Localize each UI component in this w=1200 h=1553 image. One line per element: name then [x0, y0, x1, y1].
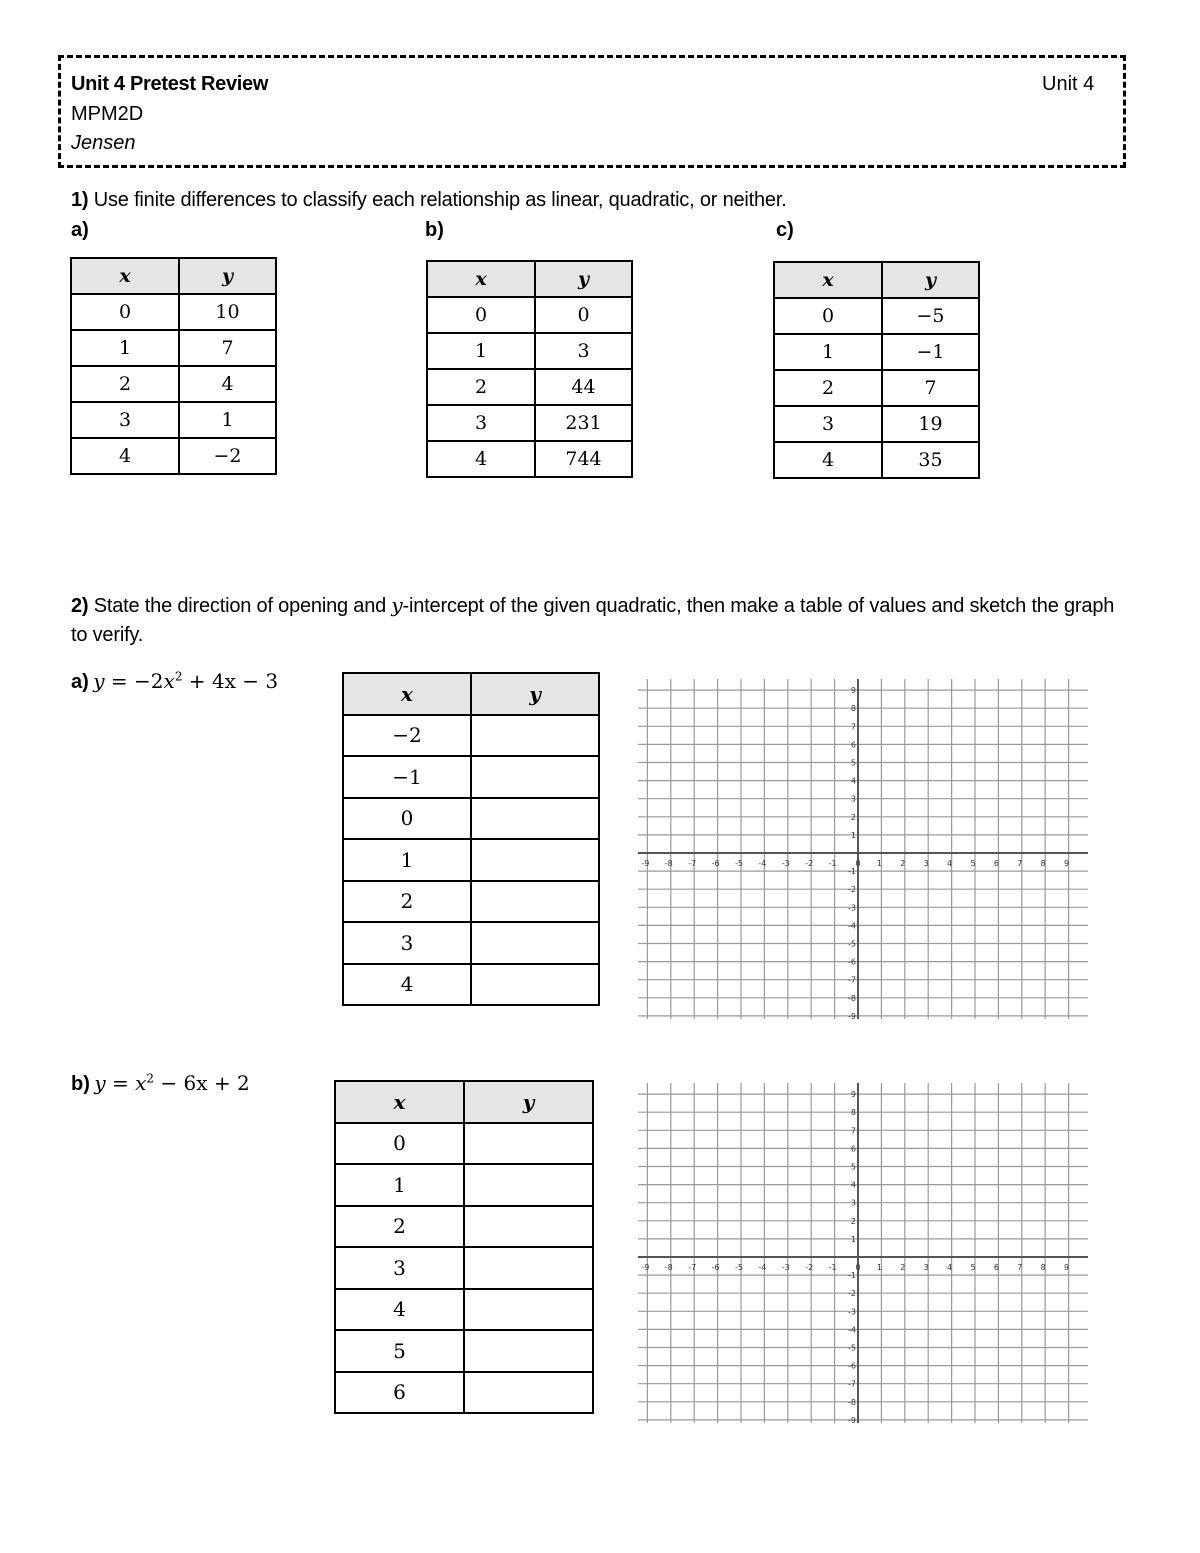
cell-y: 7	[179, 330, 276, 366]
eq-exponent: 2	[174, 669, 183, 684]
column-header-x: x	[427, 261, 535, 297]
y-tick-label: 3	[850, 794, 856, 804]
x-tick-label: 0	[855, 1263, 861, 1272]
x-tick-label: 8	[1040, 1263, 1046, 1272]
y-tick-label: 7	[850, 722, 856, 732]
table-row	[335, 1330, 593, 1372]
column-header-x: x	[335, 1081, 464, 1123]
table-row	[71, 294, 276, 330]
cell-y-blank[interactable]	[471, 756, 599, 798]
table-row	[335, 1372, 593, 1414]
y-tick-label: -1	[848, 1271, 856, 1281]
x-tick-label: 3	[923, 1263, 929, 1272]
y-tick-label: 6	[850, 1144, 856, 1154]
x-tick-label: 6	[993, 1263, 999, 1272]
table-header-row	[427, 261, 632, 297]
y-tick-label: 5	[850, 1162, 856, 1172]
cell-x: 0	[427, 297, 535, 333]
question-1-number: 1)	[71, 189, 89, 211]
x-tick-label: -7	[688, 859, 697, 868]
y-tick-label: 5	[850, 758, 856, 768]
cell-y: 7	[882, 370, 979, 406]
question-2	[71, 591, 1131, 650]
x-tick-label: 7	[1017, 859, 1023, 868]
eq-coefficient: −2	[134, 669, 164, 693]
column-header-x: x	[71, 258, 179, 294]
cell-x: 0	[71, 294, 179, 330]
cell-x: 2	[335, 1206, 464, 1248]
cell-x: 3	[71, 402, 179, 438]
question-2-number: 2)	[71, 595, 89, 617]
table-row	[427, 405, 632, 441]
cell-y: 3	[535, 333, 632, 369]
cell-x: 3	[427, 405, 535, 441]
eq-exponent: 2	[146, 1071, 155, 1086]
cell-x: 2	[71, 366, 179, 402]
eq-lhs: y	[94, 1071, 106, 1095]
cell-y-blank[interactable]	[471, 964, 599, 1006]
coordinate-grid-a[interactable]	[638, 676, 1088, 1022]
y-tick-label: -4	[848, 1325, 856, 1335]
cell-y: −2	[179, 438, 276, 474]
column-header-y: y	[535, 261, 632, 297]
cell-x: 4	[774, 442, 882, 478]
q2-table-b	[334, 1080, 594, 1414]
cell-x: −1	[343, 756, 471, 798]
table-row	[71, 330, 276, 366]
cell-x: 4	[427, 441, 535, 477]
cell-y-blank[interactable]	[464, 1289, 593, 1331]
y-tick-label: 9	[850, 686, 856, 696]
question-1-text: Use finite differences to classify each relationship as linear, quadratic, or neither.	[93, 189, 787, 211]
x-tick-label: -1	[828, 859, 837, 868]
column-header-x: x	[343, 673, 471, 715]
cell-y-blank[interactable]	[464, 1330, 593, 1372]
x-tick-label: 0	[855, 859, 861, 868]
eq-rest: + 4x − 3	[182, 669, 279, 693]
y-tick-label: 3	[850, 1198, 856, 1208]
cell-x: 4	[71, 438, 179, 474]
x-tick-label: -2	[805, 859, 814, 868]
table-row	[774, 298, 979, 334]
q2-part-b-equation	[71, 1071, 250, 1096]
cell-y: 4	[179, 366, 276, 402]
x-tick-label: 5	[970, 1263, 976, 1272]
table-row	[335, 1247, 593, 1289]
cell-y-blank[interactable]	[471, 839, 599, 881]
q1-part-c-label: c)	[776, 219, 794, 241]
cell-x: 1	[71, 330, 179, 366]
cell-y: 44	[535, 369, 632, 405]
x-tick-label: 1	[876, 1263, 882, 1272]
cell-y: 35	[882, 442, 979, 478]
coordinate-grid-b[interactable]	[638, 1080, 1088, 1426]
y-tick-label: 7	[850, 1126, 856, 1136]
cell-y: −1	[882, 334, 979, 370]
cell-x: 2	[774, 370, 882, 406]
q1-table-a	[70, 257, 277, 475]
x-tick-label: 2	[900, 859, 906, 868]
y-tick-label: -5	[848, 1343, 856, 1353]
table-row	[774, 406, 979, 442]
question-2-text-after: -intercept of the given quadratic, then make a table of values and sketch the graph to verify.	[71, 595, 1115, 646]
question-1	[71, 189, 787, 212]
cell-x: 3	[335, 1247, 464, 1289]
y-tick-label: -9	[848, 1415, 856, 1425]
table-row	[427, 369, 632, 405]
q1-table-b	[426, 260, 633, 478]
teacher-name: Jensen	[71, 132, 136, 154]
cell-y-blank[interactable]	[464, 1206, 593, 1248]
table-row	[335, 1164, 593, 1206]
cell-x: 3	[774, 406, 882, 442]
cell-y-blank[interactable]	[471, 798, 599, 840]
y-tick-label: -6	[848, 957, 856, 967]
x-tick-label: -7	[688, 1263, 697, 1272]
x-tick-label: -9	[641, 859, 650, 868]
x-tick-label: 3	[923, 859, 929, 868]
cell-y: −5	[882, 298, 979, 334]
cell-x: 1	[427, 333, 535, 369]
table-header-row	[71, 258, 276, 294]
y-tick-label: 1	[850, 1234, 856, 1244]
table-header-row	[335, 1081, 593, 1123]
table-row	[71, 402, 276, 438]
y-tick-label: -2	[848, 885, 856, 895]
y-tick-label: 2	[850, 1216, 856, 1226]
cell-x: 0	[343, 798, 471, 840]
eq-variable: x	[135, 1071, 147, 1095]
x-tick-label: -3	[781, 859, 790, 868]
table-row	[71, 366, 276, 402]
table-row	[71, 438, 276, 474]
cell-y-blank[interactable]	[471, 715, 599, 757]
y-tick-label: -4	[848, 921, 856, 931]
column-header-y: y	[464, 1081, 593, 1123]
table-row	[427, 333, 632, 369]
table-row	[774, 442, 979, 478]
y-tick-label: 4	[850, 1180, 856, 1190]
cell-x: 1	[343, 839, 471, 881]
table-row	[774, 370, 979, 406]
y-tick-label: 1	[850, 830, 856, 840]
table-row	[343, 881, 599, 923]
x-tick-label: -9	[641, 1263, 650, 1272]
table-header-row	[343, 673, 599, 715]
cell-x: 2	[427, 369, 535, 405]
question-2-text-before: State the direction of opening and	[93, 595, 392, 617]
table-header-row	[774, 262, 979, 298]
x-tick-label: 2	[900, 1263, 906, 1272]
table-row	[427, 441, 632, 477]
y-tick-label: -2	[848, 1289, 856, 1299]
column-header-y: y	[882, 262, 979, 298]
table-row	[343, 756, 599, 798]
cell-y: 10	[179, 294, 276, 330]
table-row	[343, 798, 599, 840]
cell-x: 5	[335, 1330, 464, 1372]
x-tick-label: -8	[664, 859, 673, 868]
cell-y-blank[interactable]	[471, 922, 599, 964]
q1-part-b-label: b)	[425, 219, 444, 241]
y-tick-label: -8	[848, 1397, 856, 1407]
eq-rest: − 6x + 2	[154, 1071, 250, 1095]
x-tick-label: 4	[947, 859, 953, 868]
x-tick-label: 9	[1064, 859, 1070, 868]
y-tick-label: 8	[850, 704, 856, 714]
y-tick-label: 4	[850, 776, 856, 786]
eq-equals: =	[110, 669, 128, 693]
y-tick-label: -6	[848, 1361, 856, 1371]
x-tick-label: 8	[1040, 859, 1046, 868]
table-row	[427, 297, 632, 333]
y-tick-label: -3	[848, 1307, 856, 1317]
q2-part-a-label: a)	[71, 671, 89, 693]
x-tick-label: -5	[735, 859, 743, 868]
q2-part-b-label: b)	[71, 1073, 90, 1095]
cell-x: 2	[343, 881, 471, 923]
y-tick-label: 8	[850, 1108, 856, 1118]
column-header-x: x	[774, 262, 882, 298]
q1-part-a-label: a)	[71, 219, 89, 241]
y-tick-label: -9	[848, 1011, 856, 1021]
cell-x: 4	[335, 1289, 464, 1331]
x-tick-label: -4	[758, 1263, 767, 1272]
cell-y: 231	[535, 405, 632, 441]
table-row	[343, 715, 599, 757]
table-row	[335, 1289, 593, 1331]
y-tick-label: -1	[848, 867, 856, 877]
x-tick-label: -6	[711, 1263, 720, 1272]
cell-y: 0	[535, 297, 632, 333]
x-tick-label: -5	[735, 1263, 743, 1272]
question-2-variable: y	[391, 593, 403, 617]
table-row	[343, 922, 599, 964]
q2-part-a-equation	[71, 669, 278, 694]
x-tick-label: -8	[664, 1263, 673, 1272]
q2-table-a	[342, 672, 600, 1006]
x-tick-label: -4	[758, 859, 767, 868]
eq-equals: =	[112, 1071, 129, 1095]
table-row	[343, 964, 599, 1006]
table-row	[343, 839, 599, 881]
cell-x: 1	[335, 1164, 464, 1206]
y-tick-label: 9	[850, 1090, 856, 1100]
y-tick-label: -8	[848, 993, 856, 1003]
x-tick-label: -6	[711, 859, 720, 868]
x-tick-label: 6	[993, 859, 999, 868]
y-tick-label: -7	[848, 975, 856, 985]
x-tick-label: -3	[781, 1263, 790, 1272]
x-tick-label: 1	[876, 859, 882, 868]
eq-lhs: y	[93, 669, 105, 693]
cell-x: −2	[343, 715, 471, 757]
cell-x: 0	[335, 1123, 464, 1165]
y-tick-label: 6	[850, 740, 856, 750]
cell-x: 3	[343, 922, 471, 964]
unit-label: Unit 4	[1042, 73, 1095, 95]
cell-x: 4	[343, 964, 471, 1006]
table-row	[335, 1206, 593, 1248]
table-row	[335, 1123, 593, 1165]
eq-variable: x	[163, 669, 175, 693]
y-tick-label: -3	[848, 903, 856, 913]
table-row	[774, 334, 979, 370]
course-code: MPM2D	[71, 103, 144, 125]
column-header-y: y	[471, 673, 599, 715]
x-tick-label: -1	[828, 1263, 837, 1272]
cell-y-blank[interactable]	[471, 881, 599, 923]
x-tick-label: 5	[970, 859, 976, 868]
x-tick-label: 7	[1017, 1263, 1023, 1272]
cell-x: 0	[774, 298, 882, 334]
page-title: Unit 4 Pretest Review	[71, 73, 269, 95]
cell-x: 6	[335, 1372, 464, 1414]
column-header-y: y	[179, 258, 276, 294]
y-tick-label: -5	[848, 939, 856, 949]
y-tick-label: 2	[850, 812, 856, 822]
cell-x: 1	[774, 334, 882, 370]
cell-y-blank[interactable]	[464, 1247, 593, 1289]
y-tick-label: -7	[848, 1379, 856, 1389]
header-box	[58, 55, 1126, 168]
cell-y: 1	[179, 402, 276, 438]
cell-y: 744	[535, 441, 632, 477]
cell-y: 19	[882, 406, 979, 442]
x-tick-label: 4	[947, 1263, 953, 1272]
x-tick-label: -2	[805, 1263, 814, 1272]
cell-y-blank[interactable]	[464, 1372, 593, 1414]
cell-y-blank[interactable]	[464, 1123, 593, 1165]
x-tick-label: 9	[1064, 1263, 1070, 1272]
cell-y-blank[interactable]	[464, 1164, 593, 1206]
q1-table-c	[773, 261, 980, 479]
